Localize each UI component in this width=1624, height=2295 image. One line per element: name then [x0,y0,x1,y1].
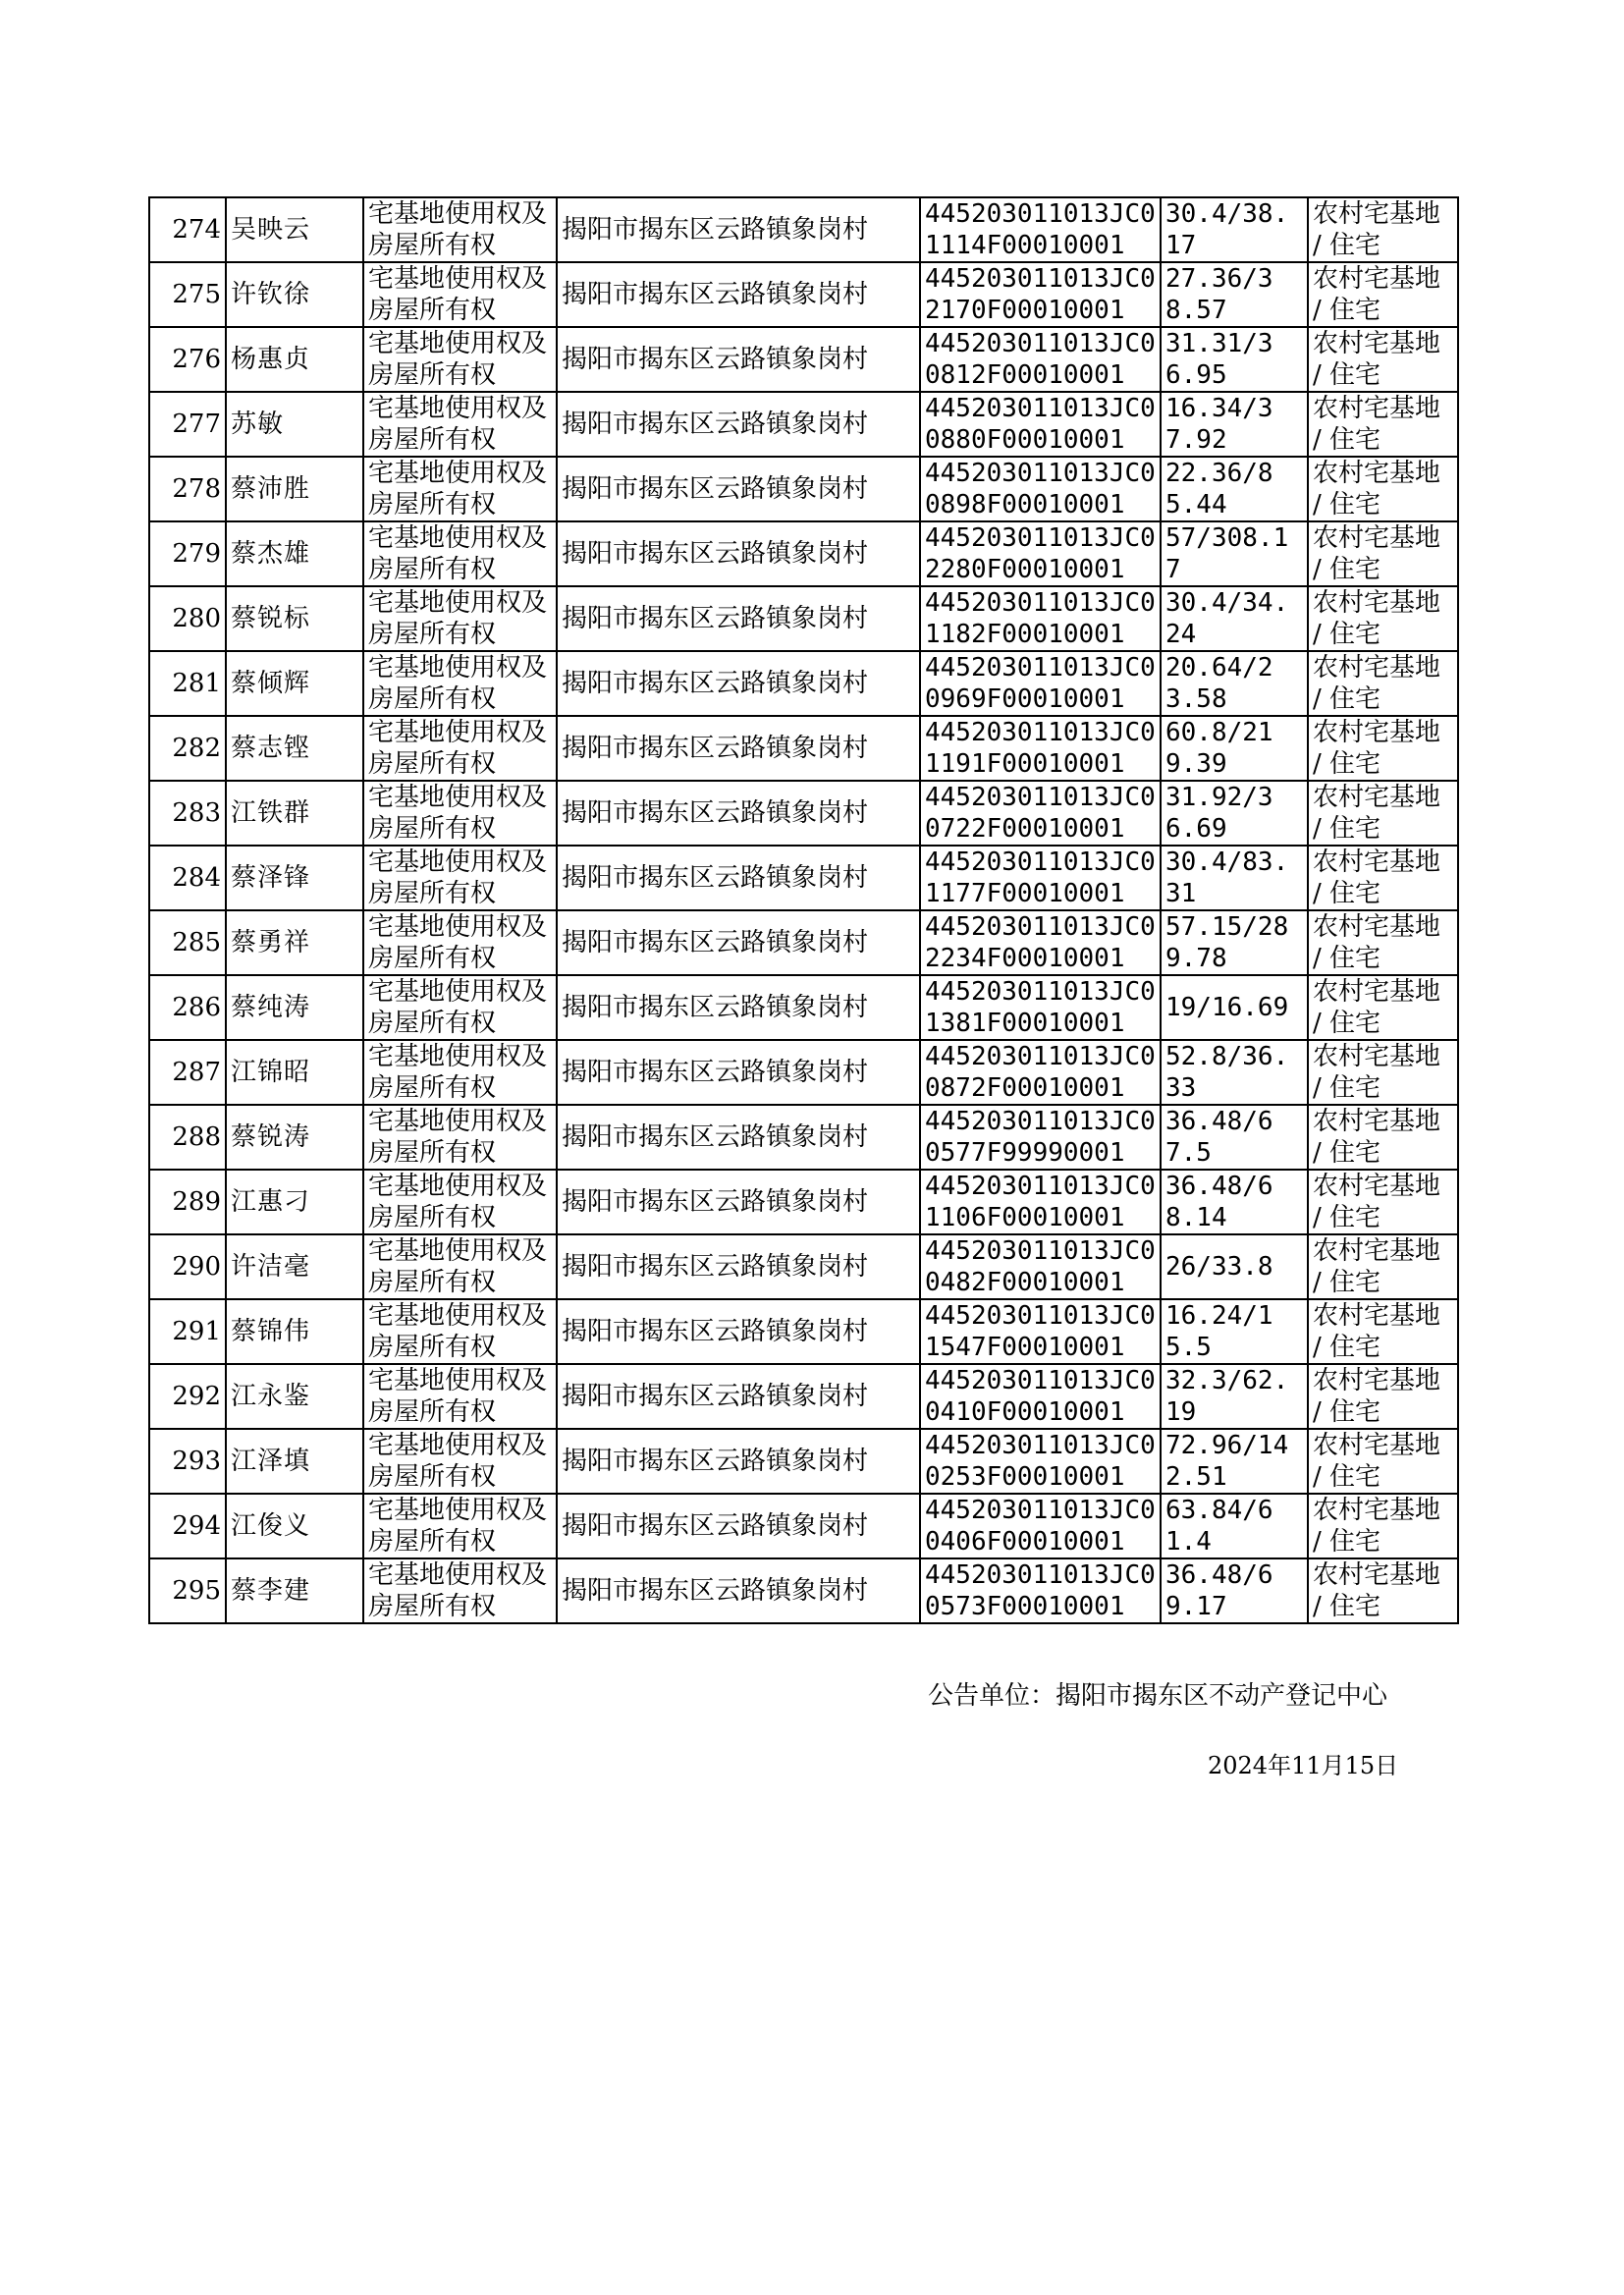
land-use: 农村宅基地 / 住宅 [1308,457,1458,521]
owner-name: 蔡志铿 [226,716,363,781]
right-type: 宅基地使用权及房屋所有权 [363,1299,557,1364]
table-row [149,457,1458,521]
unit-code: 445203011013JC01106F00010001 [920,1170,1161,1234]
property-location: 揭阳市揭东区云路镇象岗村 [557,1558,920,1623]
land-use: 农村宅基地 / 住宅 [1308,1105,1458,1170]
right-type: 宅基地使用权及房屋所有权 [363,1494,557,1558]
land-use: 农村宅基地 / 住宅 [1308,1494,1458,1558]
area-value: 36.48/69.17 [1161,1558,1308,1623]
unit-code: 445203011013JC00872F00010001 [920,1040,1161,1105]
unit-code: 445203011013JC00406F00010001 [920,1494,1161,1558]
unit-code: 445203011013JC00898F00010001 [920,457,1161,521]
area-value: 52.8/36.33 [1161,1040,1308,1105]
unit-code: 445203011013JC01182F00010001 [920,586,1161,651]
table-row [149,1364,1458,1429]
land-use: 农村宅基地 / 住宅 [1308,975,1458,1040]
row-number: 283 [149,781,226,846]
table-row [149,651,1458,716]
owner-name: 江惠刁 [226,1170,363,1234]
row-number: 293 [149,1429,226,1494]
land-use: 农村宅基地 / 住宅 [1308,651,1458,716]
owner-name: 蔡李建 [226,1558,363,1623]
announcement-date: 2024年11月15日 [1208,1752,1399,1779]
right-type: 宅基地使用权及房屋所有权 [363,975,557,1040]
table-row [149,1558,1458,1623]
property-location: 揭阳市揭东区云路镇象岗村 [557,197,920,262]
owner-name: 许钦徐 [226,262,363,327]
unit-code: 445203011013JC00573F00010001 [920,1558,1161,1623]
right-type: 宅基地使用权及房屋所有权 [363,457,557,521]
unit-code: 445203011013JC00410F00010001 [920,1364,1161,1429]
owner-name: 蔡倾辉 [226,651,363,716]
unit-code: 445203011013JC01191F00010001 [920,716,1161,781]
area-value: 60.8/219.39 [1161,716,1308,781]
property-location: 揭阳市揭东区云路镇象岗村 [557,1234,920,1299]
row-number: 295 [149,1558,226,1623]
land-use: 农村宅基地 / 住宅 [1308,521,1458,586]
table-row [149,1040,1458,1105]
row-number: 286 [149,975,226,1040]
area-value: 57/308.17 [1161,521,1308,586]
table-row [149,1429,1458,1494]
area-value: 36.48/68.14 [1161,1170,1308,1234]
owner-name: 蔡锦伟 [226,1299,363,1364]
land-use: 农村宅基地 / 住宅 [1308,1429,1458,1494]
property-location: 揭阳市揭东区云路镇象岗村 [557,521,920,586]
owner-name: 许洁毫 [226,1234,363,1299]
unit-code: 445203011013JC00577F99990001 [920,1105,1161,1170]
right-type: 宅基地使用权及房屋所有权 [363,716,557,781]
area-value: 72.96/142.51 [1161,1429,1308,1494]
area-value: 16.34/37.92 [1161,392,1308,457]
owner-name: 江俊义 [226,1494,363,1558]
land-use: 农村宅基地 / 住宅 [1308,262,1458,327]
unit-code: 445203011013JC00969F00010001 [920,651,1161,716]
table-row [149,1234,1458,1299]
area-value: 30.4/83.31 [1161,846,1308,910]
land-use: 农村宅基地 / 住宅 [1308,1558,1458,1623]
area-value: 57.15/289.78 [1161,910,1308,975]
area-value: 19/16.69 [1161,975,1308,1040]
owner-name: 江永鉴 [226,1364,363,1429]
row-number: 291 [149,1299,226,1364]
right-type: 宅基地使用权及房屋所有权 [363,910,557,975]
right-type: 宅基地使用权及房屋所有权 [363,1558,557,1623]
area-value: 32.3/62.19 [1161,1364,1308,1429]
property-location: 揭阳市揭东区云路镇象岗村 [557,1299,920,1364]
row-number: 289 [149,1170,226,1234]
owner-name: 江锦昭 [226,1040,363,1105]
unit-code: 445203011013JC02234F00010001 [920,910,1161,975]
row-number: 294 [149,1494,226,1558]
right-type: 宅基地使用权及房屋所有权 [363,1234,557,1299]
row-number: 290 [149,1234,226,1299]
area-value: 36.48/67.5 [1161,1105,1308,1170]
right-type: 宅基地使用权及房屋所有权 [363,521,557,586]
owner-name: 江泽填 [226,1429,363,1494]
property-location: 揭阳市揭东区云路镇象岗村 [557,1105,920,1170]
right-type: 宅基地使用权及房屋所有权 [363,651,557,716]
unit-code: 445203011013JC00253F00010001 [920,1429,1161,1494]
area-value: 31.31/36.95 [1161,327,1308,392]
property-location: 揭阳市揭东区云路镇象岗村 [557,1429,920,1494]
property-location: 揭阳市揭东区云路镇象岗村 [557,1040,920,1105]
row-number: 284 [149,846,226,910]
table-row [149,781,1458,846]
land-use: 农村宅基地 / 住宅 [1308,197,1458,262]
right-type: 宅基地使用权及房屋所有权 [363,1364,557,1429]
unit-code: 445203011013JC01381F00010001 [920,975,1161,1040]
table-row [149,262,1458,327]
table-row [149,197,1458,262]
announcing-unit: 公告单位：揭阳市揭东区不动产登记中心 [928,1681,1388,1711]
property-location: 揭阳市揭东区云路镇象岗村 [557,1170,920,1234]
right-type: 宅基地使用权及房屋所有权 [363,586,557,651]
table-row [149,1105,1458,1170]
owner-name: 蔡泽锋 [226,846,363,910]
land-use: 农村宅基地 / 住宅 [1308,781,1458,846]
property-location: 揭阳市揭东区云路镇象岗村 [557,457,920,521]
row-number: 277 [149,392,226,457]
unit-code: 445203011013JC02280F00010001 [920,521,1161,586]
row-number: 274 [149,197,226,262]
unit-code: 445203011013JC00482F00010001 [920,1234,1161,1299]
table-row [149,846,1458,910]
property-location: 揭阳市揭东区云路镇象岗村 [557,716,920,781]
owner-name: 蔡杰雄 [226,521,363,586]
right-type: 宅基地使用权及房屋所有权 [363,781,557,846]
table-row [149,586,1458,651]
area-value: 31.92/36.69 [1161,781,1308,846]
land-use: 农村宅基地 / 住宅 [1308,1299,1458,1364]
table-row [149,1494,1458,1558]
unit-code: 445203011013JC00722F00010001 [920,781,1161,846]
unit-code: 445203011013JC01114F00010001 [920,197,1161,262]
area-value: 63.84/61.4 [1161,1494,1308,1558]
right-type: 宅基地使用权及房屋所有权 [363,846,557,910]
row-number: 275 [149,262,226,327]
owner-name: 蔡沛胜 [226,457,363,521]
table-body [149,197,1458,1623]
row-number: 287 [149,1040,226,1105]
row-number: 280 [149,586,226,651]
table-row [149,392,1458,457]
land-use: 农村宅基地 / 住宅 [1308,392,1458,457]
land-use: 农村宅基地 / 住宅 [1308,327,1458,392]
owner-name: 吴映云 [226,197,363,262]
land-use: 农村宅基地 / 住宅 [1308,846,1458,910]
unit-code: 445203011013JC00880F00010001 [920,392,1161,457]
unit-code: 445203011013JC02170F00010001 [920,262,1161,327]
area-value: 30.4/34.24 [1161,586,1308,651]
land-use: 农村宅基地 / 住宅 [1308,1040,1458,1105]
right-type: 宅基地使用权及房屋所有权 [363,1105,557,1170]
row-number: 281 [149,651,226,716]
property-location: 揭阳市揭东区云路镇象岗村 [557,781,920,846]
right-type: 宅基地使用权及房屋所有权 [363,1170,557,1234]
owner-name: 蔡锐标 [226,586,363,651]
area-value: 22.36/85.44 [1161,457,1308,521]
table-row [149,910,1458,975]
row-number: 279 [149,521,226,586]
row-number: 276 [149,327,226,392]
owner-name: 苏敏 [226,392,363,457]
right-type: 宅基地使用权及房屋所有权 [363,1429,557,1494]
unit-code: 445203011013JC00812F00010001 [920,327,1161,392]
row-number: 285 [149,910,226,975]
owner-name: 杨惠贞 [226,327,363,392]
property-location: 揭阳市揭东区云路镇象岗村 [557,1494,920,1558]
table-row [149,716,1458,781]
table-row [149,1299,1458,1364]
owner-name: 蔡纯涛 [226,975,363,1040]
property-location: 揭阳市揭东区云路镇象岗村 [557,910,920,975]
row-number: 282 [149,716,226,781]
right-type: 宅基地使用权及房屋所有权 [363,327,557,392]
right-type: 宅基地使用权及房屋所有权 [363,392,557,457]
area-value: 26/33.8 [1161,1234,1308,1299]
table-row [149,521,1458,586]
land-use: 农村宅基地 / 住宅 [1308,716,1458,781]
property-location: 揭阳市揭东区云路镇象岗村 [557,975,920,1040]
property-location: 揭阳市揭东区云路镇象岗村 [557,586,920,651]
table-row [149,1170,1458,1234]
row-number: 292 [149,1364,226,1429]
land-use: 农村宅基地 / 住宅 [1308,910,1458,975]
owner-name: 江铁群 [226,781,363,846]
area-value: 20.64/23.58 [1161,651,1308,716]
land-use: 农村宅基地 / 住宅 [1308,586,1458,651]
right-type: 宅基地使用权及房屋所有权 [363,197,557,262]
area-value: 30.4/38.17 [1161,197,1308,262]
registration-table [148,196,1459,1624]
land-use: 农村宅基地 / 住宅 [1308,1170,1458,1234]
land-use: 农村宅基地 / 住宅 [1308,1234,1458,1299]
property-location: 揭阳市揭东区云路镇象岗村 [557,846,920,910]
unit-code: 445203011013JC01547F00010001 [920,1299,1161,1364]
property-location: 揭阳市揭东区云路镇象岗村 [557,651,920,716]
right-type: 宅基地使用权及房屋所有权 [363,262,557,327]
area-value: 16.24/15.5 [1161,1299,1308,1364]
owner-name: 蔡锐涛 [226,1105,363,1170]
table-row [149,975,1458,1040]
area-value: 27.36/38.57 [1161,262,1308,327]
property-location: 揭阳市揭东区云路镇象岗村 [557,392,920,457]
property-location: 揭阳市揭东区云路镇象岗村 [557,262,920,327]
unit-code: 445203011013JC01177F00010001 [920,846,1161,910]
property-location: 揭阳市揭东区云路镇象岗村 [557,327,920,392]
owner-name: 蔡勇祥 [226,910,363,975]
property-location: 揭阳市揭东区云路镇象岗村 [557,1364,920,1429]
row-number: 288 [149,1105,226,1170]
row-number: 278 [149,457,226,521]
right-type: 宅基地使用权及房屋所有权 [363,1040,557,1105]
table-row [149,327,1458,392]
land-use: 农村宅基地 / 住宅 [1308,1364,1458,1429]
